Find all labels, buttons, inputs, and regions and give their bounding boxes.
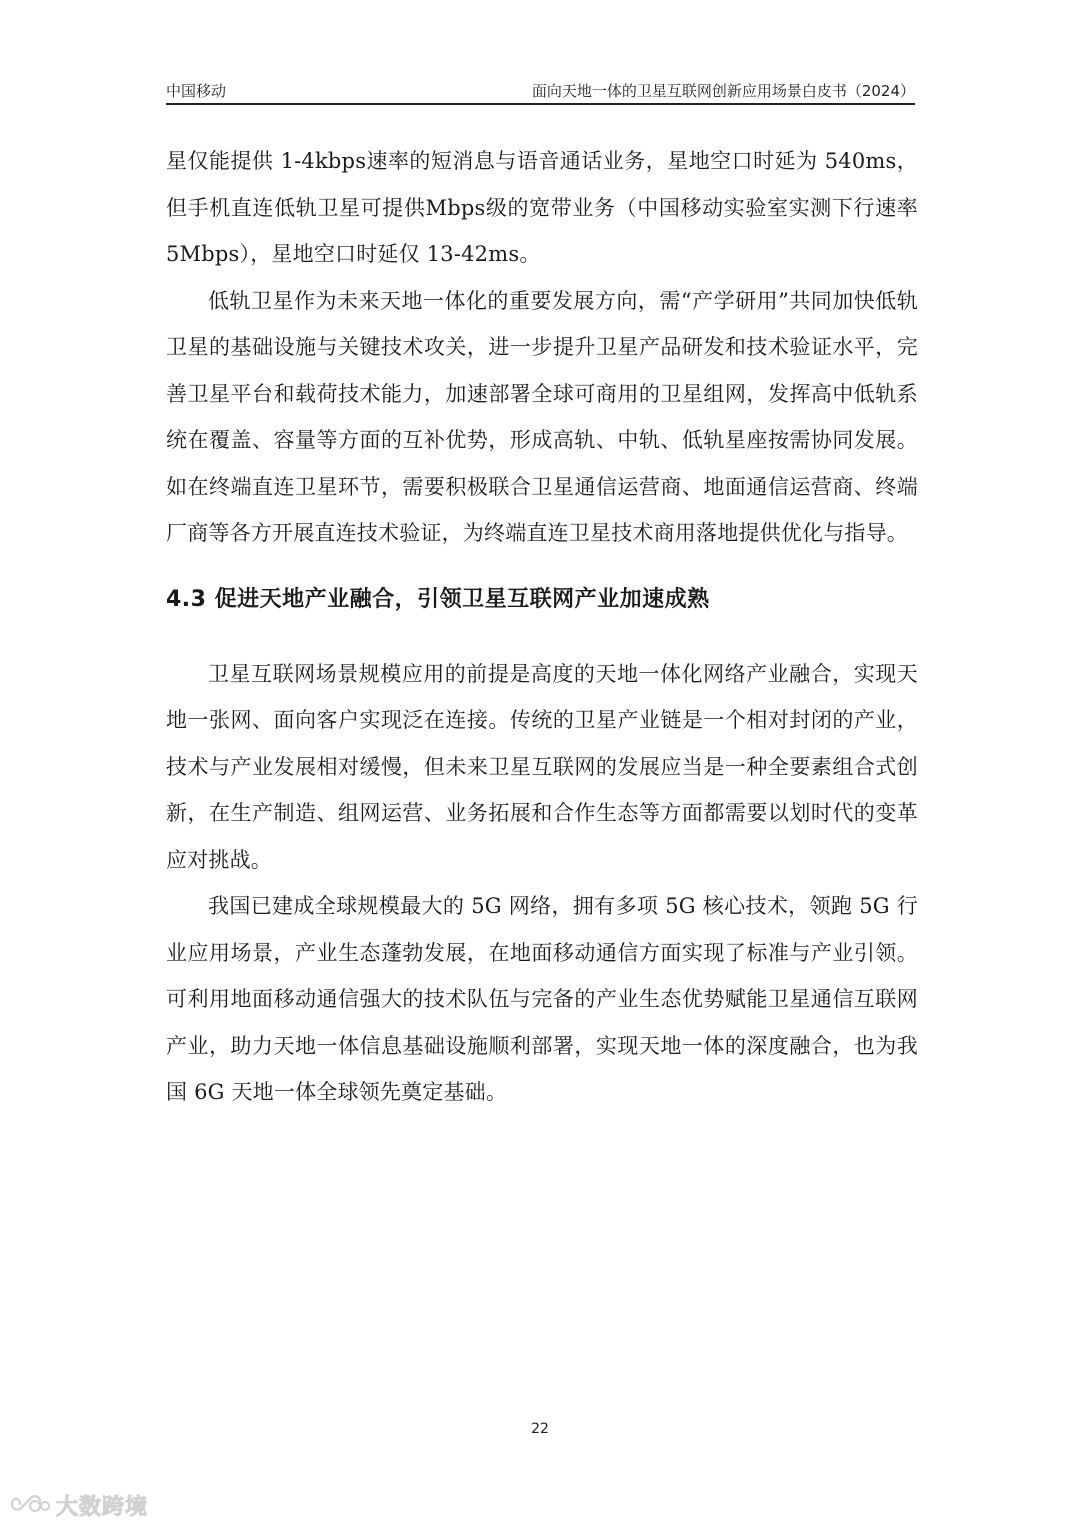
- page-header: [166, 78, 915, 104]
- header-document-title: 面向天地一体的卫星互联网创新应用场景白皮书（2024）: [531, 82, 915, 100]
- paragraph-industry-integration: 卫星互联网场景规模应用的前提是高度的天地一体化网络产业融合，实现天地一张网、面向客户实现泛在连接。传统的卫星产业链是一个相对封闭的产业，技术与产业发展相对缓慢，但未来卫星互联网的发展应当是一种全要素组合式创新，在生产制造、组网运营、业务拓展和合作生态等方面都需要以划时代的变革应对挑战。: [166, 661, 918, 872]
- header-divider: [166, 103, 915, 105]
- watermark: [10, 1490, 148, 1521]
- watermark-text: 大数跨境: [56, 1495, 149, 1520]
- page-number: 22: [531, 1421, 549, 1437]
- section-heading-4-3: 4.3 促进天地产业融合，引领卫星互联网产业加速成熟: [166, 586, 710, 612]
- page-content: [166, 138, 918, 1116]
- header-org-name: 中国移动: [166, 82, 227, 100]
- paragraph-leo-satellite: 低轨卫星作为未来天地一体化的重要发展方向，需“产学研用”共同加快低轨卫星的基础设施与关键技术攻关，进一步提升卫星产品研发和技术验证水平，完善卫星平台和载荷技术能力，加速部署全球可商用的卫星组网，发挥高中低轨系统在覆盖、容量等方面的互补优势，形成高轨、中轨、低轨星座按需协同发展。如在终端直连卫星环节，需要积极联合卫星通信运营商、地面通信运营商、终端厂商等各方开展直连技术验证，为终端直连卫星技术商用落地提供优化与指导。: [166, 288, 918, 545]
- infinity-logo-icon: [10, 1493, 50, 1519]
- paragraph-5g-network: 我国已建成全球规模最大的 5G 网络，拥有多项 5G 核心技术，领跑 5G 行业应用场景，产业生态蓬勃发展，在地面移动通信方面实现了标准与产业引领。可利用地面移动通信强大的技术队伍与完备的产业生态优势赋能卫星通信互联网产业，助力天地一体信息基础设施顺利部署，实现天地一体的深度融合，也为我国 6G 天地一体全球领先奠定基础。: [166, 894, 918, 1104]
- paragraph-continued: 星仅能提供 1-4kbps速率的短消息与语音通话业务，星地空口时延为 540ms，但手机直连低轨卫星可提供Mbps级的宽带业务（中国移动实验室实测下行速率5Mbps），星地空口时延仅 13-42ms。: [166, 149, 918, 266]
